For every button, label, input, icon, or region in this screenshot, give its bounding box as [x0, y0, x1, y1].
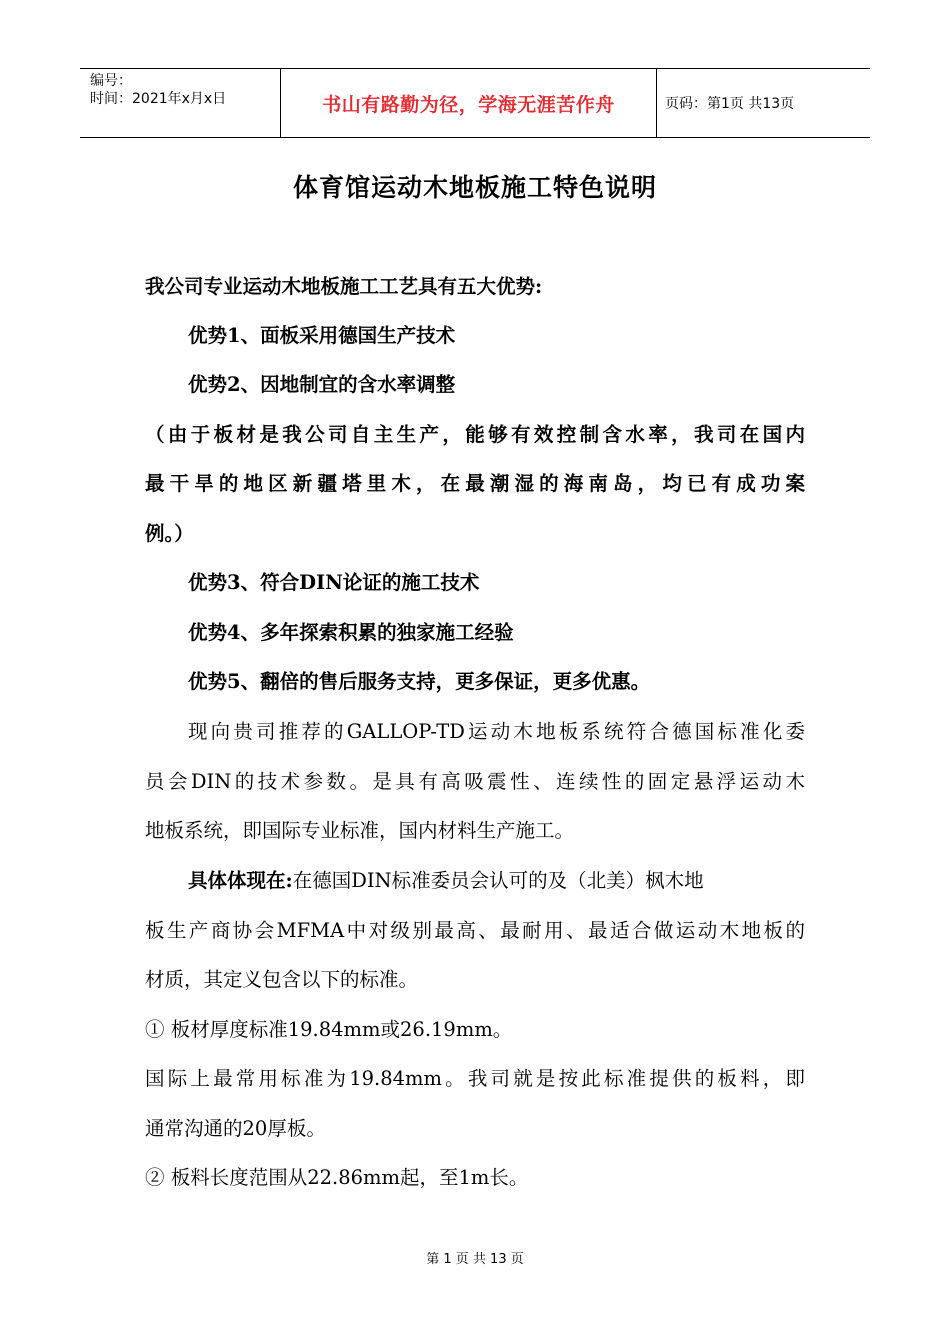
advantage-1: 优势1、面板采用德国生产技术 — [188, 324, 456, 347]
header-motto: 书山有路勤为径，学海无涯苦作舟 — [281, 69, 657, 137]
body-paragraph-1-line-2: 员会DIN的技术参数。是具有高吸震性、连续性的固定悬浮运动木 — [145, 770, 805, 793]
body-paragraph-1-line-1: 现向贵司推荐的GALLOP-TD运动木地板系统符合德国标准化委 — [188, 720, 805, 743]
advantage-2-note-line-3: 例。） — [145, 522, 194, 545]
standard-note-line-1: 国际上最常用标准为19.84mm。我司就是按此标准提供的板料，即 — [145, 1067, 805, 1090]
standard-note-line-2: 通常沟通的20厚板。 — [145, 1117, 326, 1140]
advantage-4: 优势4、多年探索积累的独家施工经验 — [188, 621, 514, 644]
document-number-label: 编号： — [90, 73, 132, 89]
body-paragraph-1-line-3: 地板系统，即国际专业标准，国内材料生产施工。 — [145, 819, 575, 842]
body-paragraph-2-line-3: 材质，其定义包含以下的标准。 — [145, 968, 419, 991]
advantage-2-note-line-1: （由于板材是我公司自主生产，能够有效控制含水率，我司在国内 — [145, 423, 805, 446]
intro-line: 我公司专业运动木地板施工工艺具有五大优势: — [145, 275, 543, 298]
advantage-2: 优势2、因地制宜的含水率调整 — [188, 373, 456, 396]
body-paragraph-2-line-1 — [188, 868, 704, 894]
standard-item-2: ② 板料长度范围从22.86mm起，至1m长。 — [145, 1166, 529, 1189]
header-page-info: 页码：第1页 共13页 — [665, 96, 795, 112]
advantage-3: 优势3、符合DIN论证的施工技术 — [188, 571, 480, 594]
document-time-label: 时间：2021年x月x日 — [90, 91, 227, 107]
body-paragraph-2-line-2: 板生产商协会MFMA中对级别最高、最耐用、最适合做运动木地板的 — [145, 919, 805, 942]
advantage-2-note-line-2: 最干旱的地区新疆塔里木，在最潮湿的海南岛，均已有成功案 — [145, 472, 805, 495]
header-meta-cell — [80, 69, 281, 137]
detail-heading: 具体体现在: — [188, 869, 293, 892]
page-title: 体育馆运动木地板施工特色说明 — [292, 173, 657, 202]
advantage-5: 优势5、翻倍的售后服务支持，更多保证，更多优惠。 — [188, 670, 651, 693]
detail-text: 在德国DIN标准委员会认可的及（北美）枫木地 — [292, 869, 704, 892]
standard-item-1: ① 板材厚度标准19.84mm或26.19mm。 — [145, 1018, 513, 1041]
page-footer: 第 1 页 共 13 页 — [426, 1252, 524, 1267]
document-header — [80, 68, 870, 138]
